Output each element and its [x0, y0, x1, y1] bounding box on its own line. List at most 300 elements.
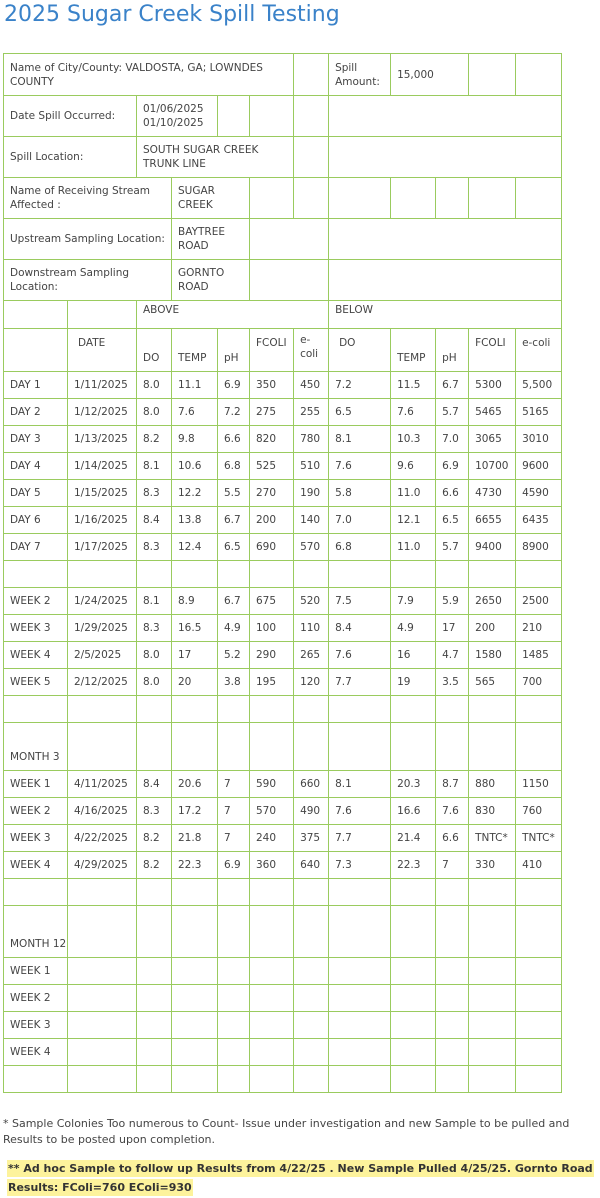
cell-below-fcoli: 10700 [469, 453, 516, 480]
cell-below-do: 6.8 [329, 534, 391, 561]
cell-below-do: 6.5 [329, 399, 391, 426]
cell-above-fcoli: 240 [250, 825, 294, 852]
empty-cell [469, 1066, 516, 1093]
empty-cell [329, 1039, 391, 1066]
empty-cell [436, 879, 469, 906]
cell-below-ecoli: 760 [516, 798, 562, 825]
cell-below-ecoli: 1150 [516, 771, 562, 798]
table-row [4, 669, 562, 696]
empty-cell [516, 723, 562, 771]
empty-cell [250, 958, 294, 985]
cell-below-fcoli: 2650 [469, 588, 516, 615]
cell-above-temp: 13.8 [172, 507, 218, 534]
empty-cell [137, 1039, 172, 1066]
empty-cell [172, 1012, 218, 1039]
cell-above-do: 8.3 [137, 534, 172, 561]
empty-cell [68, 696, 137, 723]
empty-cell [294, 1012, 329, 1039]
cell-above-ecoli: 265 [294, 642, 329, 669]
cell-below-ecoli: 6435 [516, 507, 562, 534]
empty-cell [137, 958, 172, 985]
cell-below-ecoli: 5,500 [516, 372, 562, 399]
empty-cell [68, 1066, 137, 1093]
cell-below-do: 7.3 [329, 852, 391, 879]
empty-cell [516, 1012, 562, 1039]
cell-below-ecoli: 1485 [516, 642, 562, 669]
empty-cell [218, 1039, 250, 1066]
header-above-ph: pH [218, 329, 250, 372]
cell-below-fcoli: 9400 [469, 534, 516, 561]
empty-cell [250, 879, 294, 906]
empty-cell [137, 696, 172, 723]
empty-cell [469, 985, 516, 1012]
empty-cell [172, 985, 218, 1012]
below-group-label: BELOW [329, 301, 562, 329]
empty-cell [329, 985, 391, 1012]
header-date: DATE [68, 329, 137, 372]
upstream-label: Upstream Sampling Location: [4, 219, 172, 260]
cell-above-fcoli: 675 [250, 588, 294, 615]
cell-above-temp: 7.6 [172, 399, 218, 426]
empty-cell [469, 723, 516, 771]
cell-below-do: 7.5 [329, 588, 391, 615]
cell-above-ph: 7 [218, 771, 250, 798]
empty-cell [218, 958, 250, 985]
cell-above-ph: 6.7 [218, 588, 250, 615]
cell-label: DAY 2 [4, 399, 68, 426]
month-header-row [4, 906, 562, 958]
empty-cell [329, 906, 391, 958]
empty-cell [436, 906, 469, 958]
cell-label: DAY 5 [4, 480, 68, 507]
cell-above-do: 8.2 [137, 852, 172, 879]
cell-above-ph: 6.5 [218, 534, 250, 561]
cell-below-ecoli: 2500 [516, 588, 562, 615]
cell-above-temp: 20.6 [172, 771, 218, 798]
cell-above-ecoli: 490 [294, 798, 329, 825]
header-above-ecoli: e-coli [294, 329, 329, 372]
cell-date: 1/11/2025 [68, 372, 137, 399]
cell-above-do: 8.0 [137, 399, 172, 426]
cell-label: WEEK 4 [4, 1039, 68, 1066]
empty-cell [329, 879, 391, 906]
cell-date: 4/22/2025 [68, 825, 137, 852]
footnote-text: * Sample Colonies Too numerous to Count- Issue under investigation and new Sample to be pulled and Results to be posted upon completion. [3, 1117, 570, 1146]
empty-cell [68, 879, 137, 906]
cell-above-fcoli: 590 [250, 771, 294, 798]
cell-below-ecoli: 9600 [516, 453, 562, 480]
cell-above-temp: 17 [172, 642, 218, 669]
table-row [4, 958, 562, 985]
header-below-fcoli: FCOLI [469, 329, 516, 372]
cell-above-ecoli: 110 [294, 615, 329, 642]
cell-below-temp: 4.9 [391, 615, 436, 642]
empty-cell [68, 958, 137, 985]
cell-below-ph: 4.7 [436, 642, 469, 669]
cell-below-temp: 19 [391, 669, 436, 696]
cell-above-ph: 3.8 [218, 669, 250, 696]
cell-below-do: 7.0 [329, 507, 391, 534]
cell-below-do: 7.7 [329, 669, 391, 696]
empty-cell [391, 561, 436, 588]
location-label: Spill Location: [4, 137, 137, 178]
table-row [4, 453, 562, 480]
empty-cell [329, 723, 391, 771]
cell-above-ecoli: 520 [294, 588, 329, 615]
cell-above-ph: 4.9 [218, 615, 250, 642]
empty-cell [218, 561, 250, 588]
cell-above-ph: 6.6 [218, 426, 250, 453]
cell-above-ecoli: 450 [294, 372, 329, 399]
empty-cell [172, 696, 218, 723]
empty-cell [68, 906, 137, 958]
cell-above-temp: 21.8 [172, 825, 218, 852]
cell-date: 2/5/2025 [68, 642, 137, 669]
empty-cell [250, 1039, 294, 1066]
empty-cell [218, 723, 250, 771]
cell-below-fcoli: 200 [469, 615, 516, 642]
empty-cell [391, 985, 436, 1012]
cell-date: 1/17/2025 [68, 534, 137, 561]
cell-label: DAY 7 [4, 534, 68, 561]
empty-cell [172, 1039, 218, 1066]
empty-cell [218, 1012, 250, 1039]
cell-below-temp: 9.6 [391, 453, 436, 480]
cell-below-temp: 12.1 [391, 507, 436, 534]
cell-above-fcoli: 275 [250, 399, 294, 426]
cell-below-ph: 6.5 [436, 507, 469, 534]
cell-above-temp: 17.2 [172, 798, 218, 825]
empty-cell [516, 696, 562, 723]
cell-below-ecoli: 8900 [516, 534, 562, 561]
cell-date: 1/16/2025 [68, 507, 137, 534]
notes [3, 1116, 599, 1197]
cell-below-ph: 5.9 [436, 588, 469, 615]
cell-date: 1/15/2025 [68, 480, 137, 507]
cell-below-ph: 7.6 [436, 798, 469, 825]
table-row [4, 372, 562, 399]
cell-date: 1/13/2025 [68, 426, 137, 453]
cell-above-do: 8.3 [137, 480, 172, 507]
cell-label: DAY 3 [4, 426, 68, 453]
cell-above-temp: 11.1 [172, 372, 218, 399]
empty-cell [469, 906, 516, 958]
cell-label: WEEK 4 [4, 642, 68, 669]
empty-cell [137, 879, 172, 906]
cell-above-do: 8.1 [137, 588, 172, 615]
cell-above-ecoli: 375 [294, 825, 329, 852]
cell-above-ecoli: 660 [294, 771, 329, 798]
spill-amount-label: Spill Amount: [329, 54, 391, 96]
table-row [4, 798, 562, 825]
empty-cell [294, 879, 329, 906]
cell-below-temp: 16 [391, 642, 436, 669]
cell-below-do: 8.1 [329, 771, 391, 798]
header-above-fcoli: FCOLI [250, 329, 294, 372]
cell-above-ecoli: 120 [294, 669, 329, 696]
cell-below-fcoli: 565 [469, 669, 516, 696]
cell-above-ph: 5.2 [218, 642, 250, 669]
cell-below-temp: 7.6 [391, 399, 436, 426]
cell-label: WEEK 3 [4, 1012, 68, 1039]
empty-cell [294, 906, 329, 958]
cell-label: WEEK 4 [4, 852, 68, 879]
cell-above-do: 8.0 [137, 669, 172, 696]
empty-cell [516, 879, 562, 906]
table-row [4, 507, 562, 534]
page-title: 2025 Sugar Creek Spill Testing [4, 2, 340, 27]
empty-cell [172, 561, 218, 588]
cell-below-ecoli: 700 [516, 669, 562, 696]
table-row [4, 852, 562, 879]
cell-above-ph: 6.9 [218, 852, 250, 879]
cell-above-do: 8.2 [137, 825, 172, 852]
cell-below-fcoli: 3065 [469, 426, 516, 453]
empty-cell [469, 1039, 516, 1066]
cell-date: 1/29/2025 [68, 615, 137, 642]
empty-cell [294, 696, 329, 723]
empty-cell [137, 1066, 172, 1093]
empty-cell [4, 561, 68, 588]
cell-above-do: 8.0 [137, 372, 172, 399]
date-label: Date Spill Occurred: [4, 96, 137, 137]
empty-cell [218, 985, 250, 1012]
empty-cell [436, 1039, 469, 1066]
empty-cell [436, 985, 469, 1012]
spill-testing-table [3, 53, 562, 1093]
cell-label: WEEK 3 [4, 825, 68, 852]
month-12-label: MONTH 12 [4, 906, 68, 958]
table-body [4, 54, 562, 1093]
empty-cell [516, 1039, 562, 1066]
empty-cell [391, 879, 436, 906]
info-row-downstream [4, 260, 562, 301]
cell-below-temp: 10.3 [391, 426, 436, 453]
empty-cell [436, 1012, 469, 1039]
empty-cell [250, 985, 294, 1012]
cell-above-fcoli: 200 [250, 507, 294, 534]
empty-cell [436, 1066, 469, 1093]
empty-cell [172, 958, 218, 985]
empty-cell [436, 723, 469, 771]
cell-below-ph: 7 [436, 852, 469, 879]
empty-cell [391, 958, 436, 985]
cell-below-fcoli: 5300 [469, 372, 516, 399]
cell-label: WEEK 2 [4, 588, 68, 615]
cell-below-fcoli: TNTC* [469, 825, 516, 852]
empty-cell [137, 561, 172, 588]
table-row [4, 426, 562, 453]
empty-cell [172, 906, 218, 958]
cell-below-fcoli: 1580 [469, 642, 516, 669]
empty-cell [391, 906, 436, 958]
empty-cell [218, 1066, 250, 1093]
empty-cell [137, 1012, 172, 1039]
downstream-value: GORNTO ROAD [172, 260, 250, 301]
table-row [4, 399, 562, 426]
cell-below-fcoli: 880 [469, 771, 516, 798]
cell-label: WEEK 1 [4, 771, 68, 798]
cell-date: 2/12/2025 [68, 669, 137, 696]
header-above-do: DO [137, 329, 172, 372]
cell-below-ph: 7.0 [436, 426, 469, 453]
empty-cell [218, 906, 250, 958]
cell-below-temp: 7.9 [391, 588, 436, 615]
cell-date: 1/24/2025 [68, 588, 137, 615]
cell-above-do: 8.2 [137, 426, 172, 453]
month-header-row [4, 723, 562, 771]
cell-above-ph: 7.2 [218, 399, 250, 426]
cell-below-fcoli: 6655 [469, 507, 516, 534]
adhoc-note: ** Ad hoc Sample to follow up Results from 4/22/25 . New Sample Pulled 4/25/25. Gornto Road Results: FColi=760 EColi=930 [8, 1162, 593, 1194]
cell-below-temp: 16.6 [391, 798, 436, 825]
empty-cell [137, 723, 172, 771]
empty-cell [436, 696, 469, 723]
cell-above-fcoli: 270 [250, 480, 294, 507]
cell-above-do: 8.3 [137, 615, 172, 642]
empty-cell [68, 1012, 137, 1039]
empty-cell [250, 723, 294, 771]
table-row [4, 825, 562, 852]
above-group-label: ABOVE [137, 301, 329, 329]
cell-below-ph: 6.6 [436, 825, 469, 852]
empty-cell [294, 1039, 329, 1066]
empty-cell [329, 561, 391, 588]
cell-above-ph: 6.8 [218, 453, 250, 480]
cell-above-do: 8.4 [137, 507, 172, 534]
cell-above-temp: 8.9 [172, 588, 218, 615]
stream-value: SUGAR CREEK [172, 178, 250, 219]
cell-above-fcoli: 195 [250, 669, 294, 696]
cell-below-fcoli: 5465 [469, 399, 516, 426]
empty-cell [436, 561, 469, 588]
cell-below-do: 7.2 [329, 372, 391, 399]
cell-label: DAY 1 [4, 372, 68, 399]
table-row [4, 480, 562, 507]
empty-cell [436, 958, 469, 985]
cell-below-ecoli: 410 [516, 852, 562, 879]
info-row-stream [4, 178, 562, 219]
cell-above-ph: 5.5 [218, 480, 250, 507]
empty-cell [68, 985, 137, 1012]
info-row-date [4, 96, 562, 137]
header-below-ph: pH [436, 329, 469, 372]
cell-below-fcoli: 830 [469, 798, 516, 825]
empty-cell [172, 1066, 218, 1093]
empty-cell [516, 561, 562, 588]
spacer-row [4, 561, 562, 588]
cell-below-fcoli: 330 [469, 852, 516, 879]
cell-above-ecoli: 780 [294, 426, 329, 453]
cell-above-ecoli: 510 [294, 453, 329, 480]
empty-cell [294, 1066, 329, 1093]
empty-cell [516, 906, 562, 958]
cell-above-temp: 20 [172, 669, 218, 696]
cell-date: 4/11/2025 [68, 771, 137, 798]
cell-above-fcoli: 820 [250, 426, 294, 453]
cell-below-ph: 5.7 [436, 399, 469, 426]
city-label: Name of City/County: VALDOSTA, GA; LOWNDES COUNTY [4, 54, 294, 96]
cell-above-fcoli: 525 [250, 453, 294, 480]
cell-below-ph: 8.7 [436, 771, 469, 798]
cell-above-ph: 6.9 [218, 372, 250, 399]
cell-above-ph: 6.7 [218, 507, 250, 534]
empty-cell [250, 696, 294, 723]
table-row [4, 985, 562, 1012]
empty-cell [329, 958, 391, 985]
cell-above-temp: 9.8 [172, 426, 218, 453]
cell-below-do: 8.1 [329, 426, 391, 453]
cell-above-ecoli: 570 [294, 534, 329, 561]
cell-below-do: 7.6 [329, 453, 391, 480]
empty-cell [250, 1066, 294, 1093]
empty-cell [218, 879, 250, 906]
empty-cell [250, 1012, 294, 1039]
empty-cell [172, 723, 218, 771]
cell-label: WEEK 5 [4, 669, 68, 696]
empty-cell [4, 879, 68, 906]
header-below-temp: TEMP [391, 329, 436, 372]
location-value: SOUTH SUGAR CREEK TRUNK LINE [137, 137, 294, 178]
empty-cell [218, 696, 250, 723]
empty-cell [391, 723, 436, 771]
cell-above-temp: 16.5 [172, 615, 218, 642]
empty-cell [516, 958, 562, 985]
spacer-row [4, 879, 562, 906]
empty-cell [469, 1012, 516, 1039]
empty-cell [172, 879, 218, 906]
cell-above-temp: 10.6 [172, 453, 218, 480]
cell-below-ph: 6.6 [436, 480, 469, 507]
cell-above-fcoli: 290 [250, 642, 294, 669]
empty-cell [516, 1066, 562, 1093]
header-below-do: DO [329, 329, 391, 372]
cell-above-ph: 7 [218, 798, 250, 825]
cell-label: WEEK 2 [4, 798, 68, 825]
cell-below-temp: 22.3 [391, 852, 436, 879]
cell-above-fcoli: 360 [250, 852, 294, 879]
cell-below-ph: 5.7 [436, 534, 469, 561]
table-row [4, 771, 562, 798]
spill-amount-value: 15,000 [391, 54, 469, 96]
cell-above-temp: 12.2 [172, 480, 218, 507]
table-row [4, 534, 562, 561]
empty-cell [391, 1012, 436, 1039]
empty-cell [469, 958, 516, 985]
info-row-location [4, 137, 562, 178]
empty-cell [68, 561, 137, 588]
empty-cell [329, 1066, 391, 1093]
cell-above-temp: 22.3 [172, 852, 218, 879]
cell-below-ecoli: 3010 [516, 426, 562, 453]
cell-date: 4/16/2025 [68, 798, 137, 825]
empty-cell [469, 696, 516, 723]
cell-below-do: 8.4 [329, 615, 391, 642]
cell-below-ph: 6.9 [436, 453, 469, 480]
cell-date: 4/29/2025 [68, 852, 137, 879]
empty-cell [4, 696, 68, 723]
empty-cell [250, 906, 294, 958]
cell-above-ph: 7 [218, 825, 250, 852]
cell-below-temp: 11.0 [391, 480, 436, 507]
column-header-row [4, 329, 562, 372]
empty-cell [329, 1012, 391, 1039]
cell-below-temp: 21.4 [391, 825, 436, 852]
cell-label: WEEK 3 [4, 615, 68, 642]
cell-below-ph: 3.5 [436, 669, 469, 696]
empty-cell [469, 561, 516, 588]
empty-cell [294, 561, 329, 588]
